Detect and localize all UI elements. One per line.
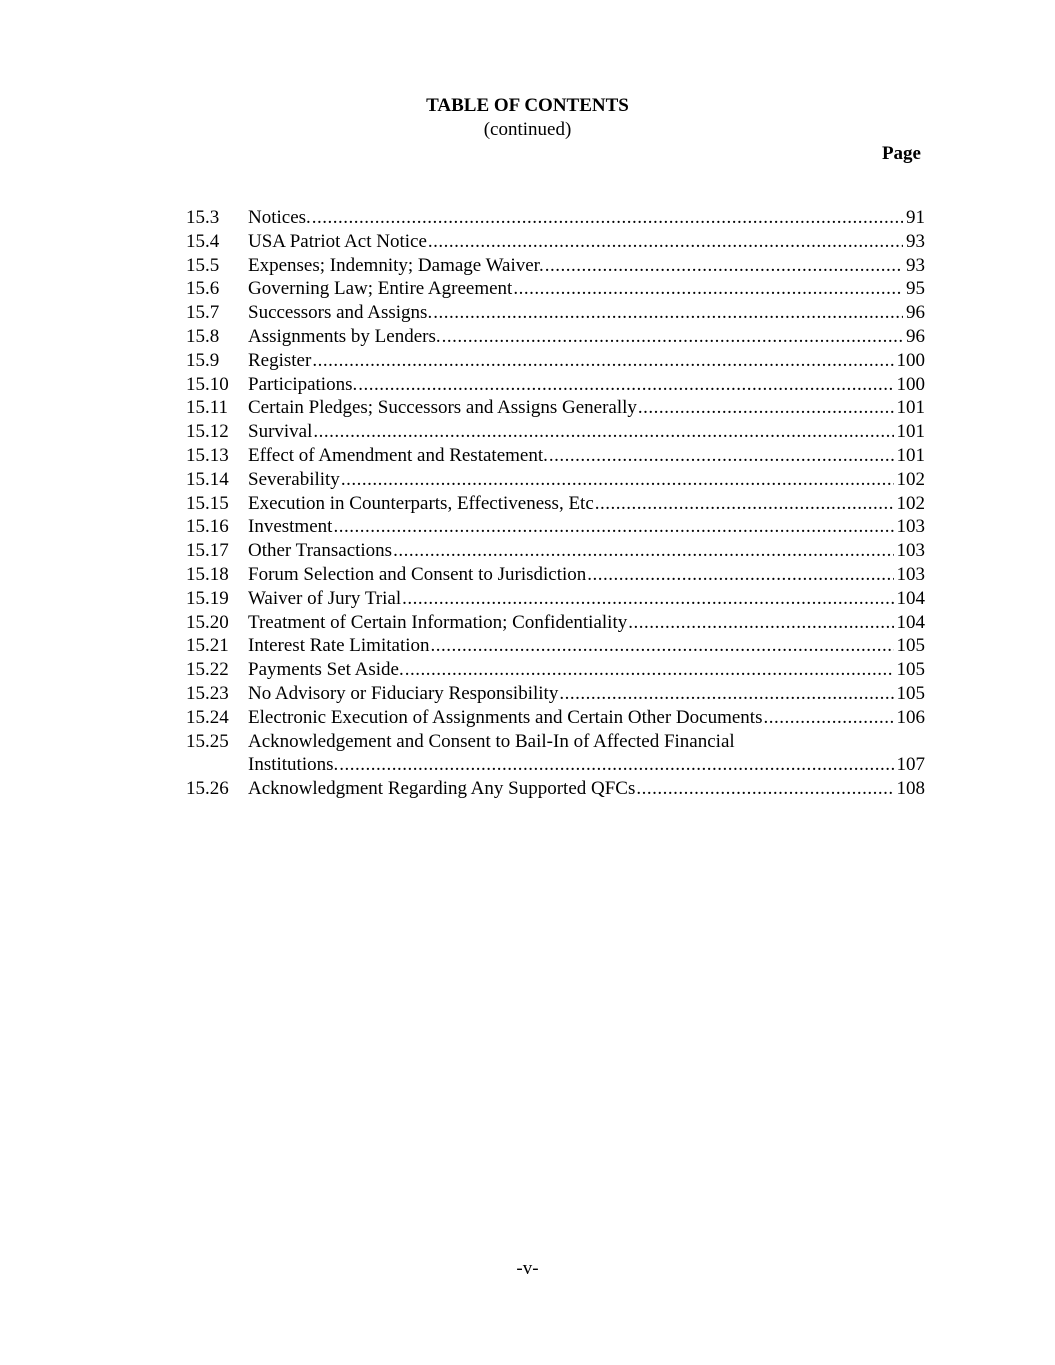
section-number: 15.26	[186, 778, 229, 800]
toc-entry-15-11	[186, 396, 925, 420]
toc-entry-15-25-continued	[186, 753, 925, 777]
section-number: 15.23	[186, 682, 229, 704]
toc-entry-15-4	[186, 230, 925, 254]
page-number: 93	[906, 254, 925, 276]
section-title: Electronic Execution of Assignments and Certain Other Documents	[248, 706, 763, 728]
section-title: Governing Law; Entire Agreement	[248, 278, 513, 300]
section-title: Acknowledgment Regarding Any Supported QFCs	[248, 778, 636, 800]
page-number: 100	[896, 349, 925, 371]
page-number: 108	[896, 778, 925, 800]
dot-leader	[559, 682, 893, 706]
section-number: 15.8	[186, 325, 220, 347]
section-number: 15.25	[186, 730, 229, 752]
dot-leader	[358, 373, 893, 397]
section-number: 15.16	[186, 516, 229, 538]
dot-leader	[545, 254, 903, 278]
section-title: Acknowledgement and Consent to Bail-In of Affected Financial	[248, 730, 735, 752]
section-title: Waiver of Jury Trial	[248, 587, 402, 609]
toc-entry-15-23	[186, 682, 925, 706]
section-title: Effect of Amendment and Restatement.	[248, 444, 548, 466]
section-number: 15.19	[186, 587, 229, 609]
toc-entry-15-24	[186, 706, 925, 730]
section-number: 15.7	[186, 302, 220, 324]
toc-entry-15-17	[186, 539, 925, 563]
toc-entry-15-16	[186, 515, 925, 539]
dot-leader	[433, 301, 903, 325]
section-number: 15.12	[186, 421, 229, 443]
toc-entry-15-25	[186, 730, 925, 754]
dot-leader	[402, 587, 893, 611]
section-title: Severability	[248, 468, 340, 490]
toc-entry-15-15	[186, 492, 925, 516]
page-footer-number: -v-	[516, 1258, 539, 1279]
section-title: Investment	[248, 516, 333, 538]
page-number: 104	[896, 611, 925, 633]
dot-leader	[339, 753, 893, 777]
toc-entry-15-12	[186, 420, 925, 444]
section-title: Other Transactions	[248, 540, 393, 562]
section-title: USA Patriot Act Notice	[248, 230, 427, 252]
section-number: 15.21	[186, 635, 229, 657]
section-number: 15.5	[186, 254, 220, 276]
page-number: 93	[906, 230, 925, 252]
section-title: No Advisory or Fiduciary Responsibility	[248, 682, 559, 704]
toc-entry-15-3	[186, 206, 925, 230]
page-number: 100	[896, 373, 925, 395]
section-title: Forum Selection and Consent to Jurisdiction	[248, 563, 587, 585]
page-number: 103	[896, 563, 925, 585]
toc-entry-15-7	[186, 301, 925, 325]
toc-entry-15-18	[186, 563, 925, 587]
section-title: Payments Set Aside.	[248, 659, 404, 681]
toc-subheading: (continued)	[483, 119, 572, 140]
page-number: 105	[896, 659, 925, 681]
section-number: 15.6	[186, 278, 220, 300]
section-number: 15.3	[186, 207, 220, 228]
toc-entry-15-21	[186, 634, 925, 658]
dot-leader	[549, 444, 894, 468]
page-number: 104	[896, 587, 925, 609]
dot-leader	[763, 706, 893, 730]
section-title-continued: Institutions.	[248, 754, 339, 776]
dot-leader	[428, 230, 903, 254]
dot-leader	[636, 777, 893, 801]
toc-entry-15-10	[186, 373, 925, 397]
dot-leader	[595, 492, 894, 516]
dot-leader	[513, 277, 903, 301]
page-number: 102	[896, 492, 925, 514]
toc-heading: TABLE OF CONTENTS	[426, 95, 629, 116]
page-number: 102	[896, 468, 925, 490]
section-number: 15.24	[186, 706, 229, 728]
dot-leader	[628, 611, 893, 635]
toc-entry-15-26	[186, 777, 925, 801]
page-number: 91	[906, 207, 925, 228]
dot-leader	[312, 206, 903, 230]
section-number: 15.18	[186, 563, 229, 585]
dot-leader	[393, 539, 893, 563]
page-number: 96	[906, 302, 925, 324]
toc-list	[186, 206, 925, 801]
dot-leader	[442, 325, 903, 349]
section-title: Successors and Assigns.	[248, 302, 433, 324]
dot-leader	[405, 658, 894, 682]
dot-leader	[341, 468, 894, 492]
toc-entry-15-9	[186, 349, 925, 373]
section-title: Register	[248, 349, 312, 371]
page-number: 95	[906, 278, 925, 300]
section-number: 15.22	[186, 659, 229, 681]
section-title: Participations.	[248, 373, 358, 395]
section-title: Interest Rate Limitation	[248, 635, 430, 657]
toc-entry-15-22	[186, 658, 925, 682]
dot-leader	[333, 515, 893, 539]
section-number: 15.20	[186, 611, 229, 633]
toc-entry-15-19	[186, 587, 925, 611]
section-number: 15.17	[186, 540, 229, 562]
page-number: 103	[896, 516, 925, 538]
page-number: 96	[906, 325, 925, 347]
page-number: 103	[896, 540, 925, 562]
section-title: Certain Pledges; Successors and Assigns Generally	[248, 397, 637, 419]
toc-entry-15-5	[186, 254, 925, 278]
toc-entry-15-8	[186, 325, 925, 349]
toc-entry-15-20	[186, 611, 925, 635]
page-number: 107	[896, 754, 925, 776]
dot-leader	[431, 634, 894, 658]
page-number: 105	[896, 682, 925, 704]
dot-leader	[638, 396, 894, 420]
section-number: 15.4	[186, 230, 220, 252]
section-title: Survival	[248, 421, 313, 443]
section-title: Treatment of Certain Information; Confidentiality	[248, 611, 628, 633]
page-number: 101	[896, 421, 925, 443]
section-title: Notices.	[248, 207, 311, 228]
page-number: 105	[896, 635, 925, 657]
dot-leader	[313, 420, 893, 444]
page-number: 101	[896, 397, 925, 419]
dot-leader	[587, 563, 893, 587]
section-number: 15.13	[186, 444, 229, 466]
toc-entry-15-13	[186, 444, 925, 468]
section-number: 15.14	[186, 468, 229, 490]
dot-leader	[312, 349, 893, 373]
page-column-label: Page	[881, 143, 921, 164]
section-number: 15.10	[186, 373, 229, 395]
section-title: Expenses; Indemnity; Damage Waiver.	[248, 254, 544, 276]
toc-entry-15-6	[186, 277, 925, 301]
section-number: 15.9	[186, 349, 220, 371]
section-title: Assignments by Lenders.	[248, 325, 441, 347]
section-number: 15.15	[186, 492, 229, 514]
toc-entry-15-14	[186, 468, 925, 492]
page-number: 106	[896, 706, 925, 728]
page-number: 101	[896, 444, 925, 466]
section-title: Execution in Counterparts, Effectiveness, Etc	[248, 492, 594, 514]
section-number: 15.11	[186, 397, 229, 419]
